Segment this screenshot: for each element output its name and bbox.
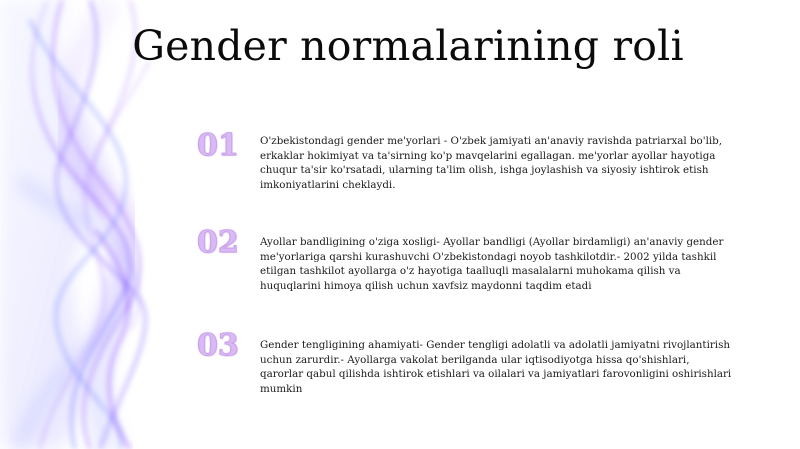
- item-number-text: 01: [197, 128, 239, 163]
- item-text: O'zbekistondagi gender me'yorlari - O'zbek jamiyati an'anaviy ravishda patriarxal bo'lib, erkaklar hokimiyat va ta'sirning ko'p mavqelarini egallagan. me'yorlar ayollar hayotiga chuqur ta'sir ko'rsatadi, ularning ta'lim olish, ishga joylashish va siyosiy ishtirok etish imkoniyatlarini cheklaydi.: [260, 135, 723, 191]
- slide-title: Gender normalarining roli: [132, 22, 684, 70]
- item-text: Ayollar bandligining o'ziga xosligi- Ayollar bandligi (Ayollar birdamligi) an'anaviy gender me'yorlariga qarshi kurashuvchi O'zbekistondagi noyob tashkilotdir.- 2002 yilda tashkil etilgan tashkilot ayollarga o'z hayotiga taalluqli masalalarni muhokama qilish va huquqlarini himoya qilish uchun xavfsiz maydonni taqdim etadi: [260, 236, 724, 292]
- item-number: [197, 128, 247, 163]
- item-text: Gender tengligining ahamiyati- Gender tengligi adolatli va adolatli jamiyatni rivojlantirish uchun zarurdir.- Ayollarga vakolat berilganda ular iqtisodiyotga hissa qo'shishlari, qarorlar qabul qilishda ishtirok etishlari va oilalari va jamiyatlari farovonligini oshirishlari mumkin: [260, 339, 732, 395]
- item-number: [197, 225, 247, 260]
- item-number: [197, 328, 247, 363]
- item-number-text: 02: [197, 225, 239, 260]
- item-number-text: 03: [197, 328, 239, 363]
